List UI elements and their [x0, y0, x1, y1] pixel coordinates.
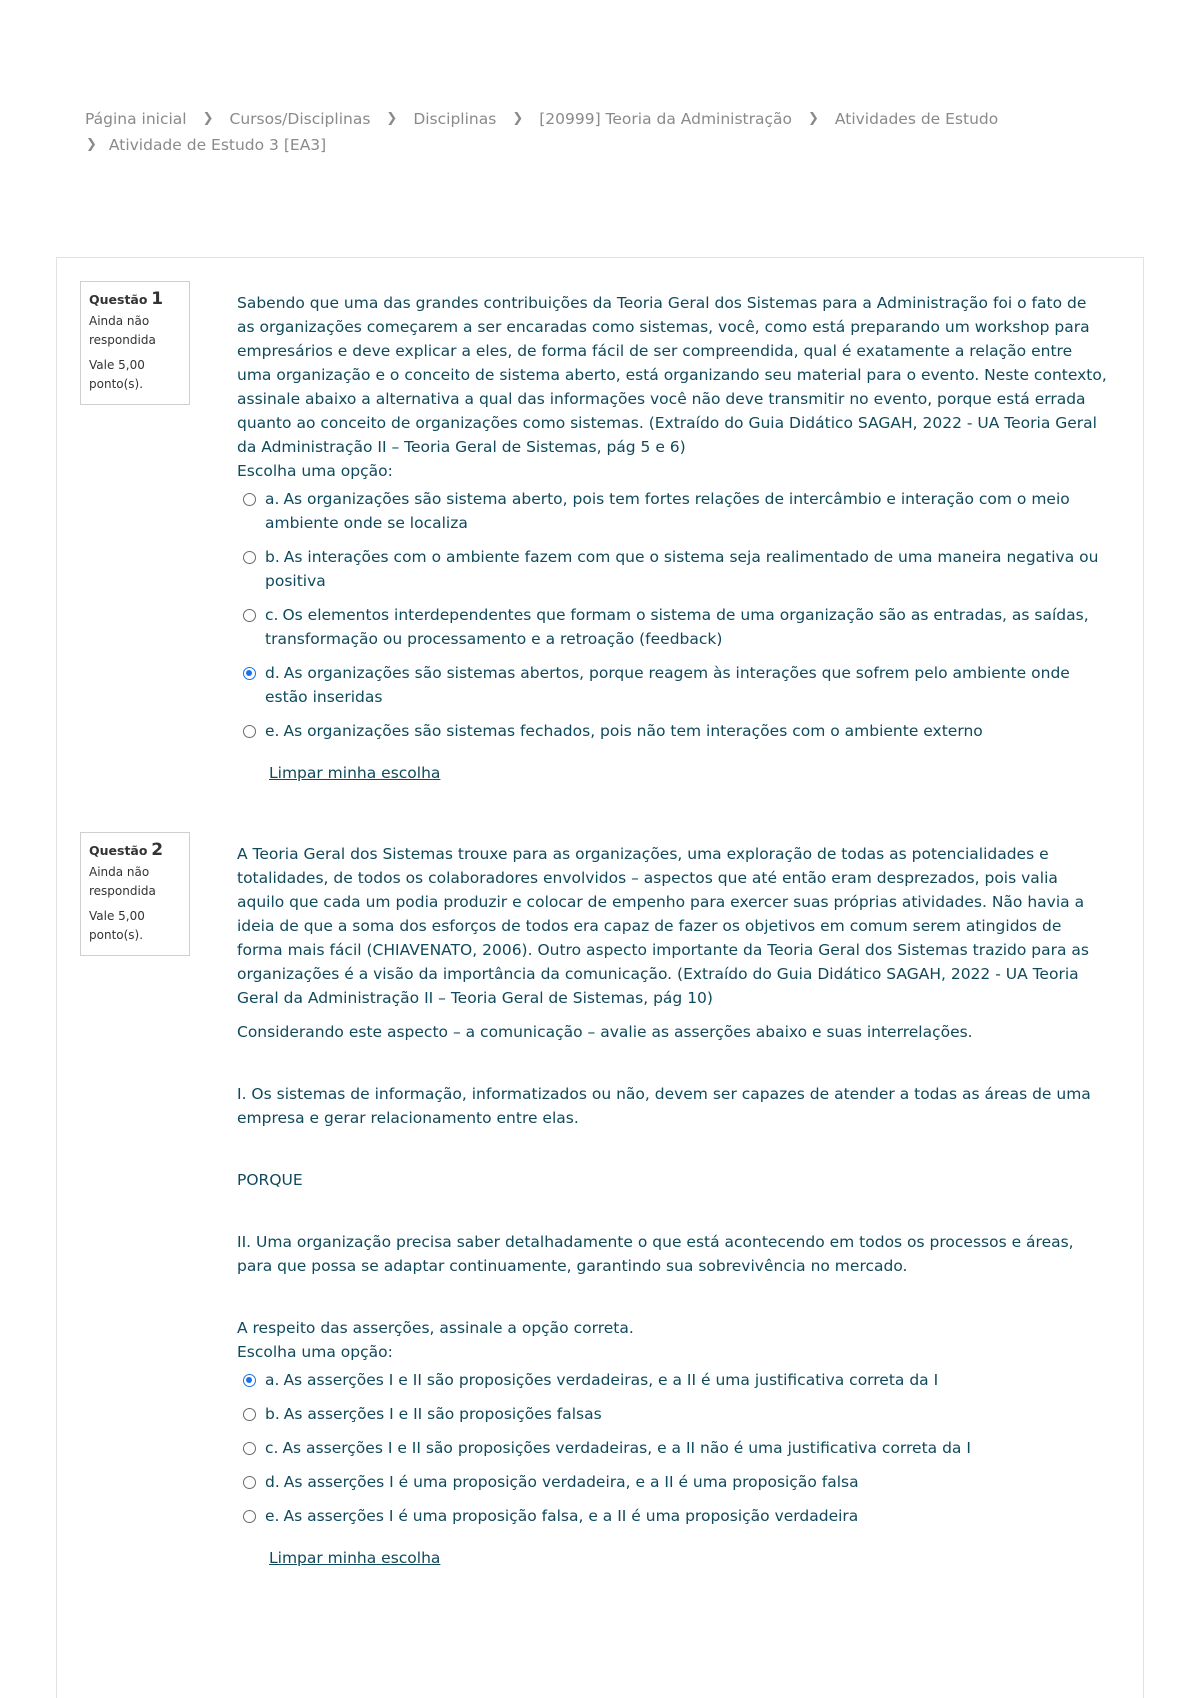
assertion-1: I. Os sistemas de informação, informatizados ou não, devem ser capazes de atender a todas as áreas de uma empresa e gerar relacionamento entre elas.: [237, 1085, 1091, 1127]
radio-button[interactable]: [243, 493, 256, 506]
question-grade: Vale 5,00 ponto(s).: [89, 909, 145, 942]
breadcrumb-current[interactable]: Atividade de Estudo 3 [EA3]: [108, 136, 327, 154]
question-title: [89, 290, 181, 310]
quiz-container: [56, 257, 1144, 1698]
answer-prompt: Escolha uma opção:: [237, 1343, 393, 1361]
option-a[interactable]: [237, 1368, 1107, 1392]
radio-button-selected[interactable]: [243, 1374, 256, 1387]
option-label: e. As organizações são sistemas fechados, pois não tem interações com o ambiente externo: [265, 722, 983, 740]
option-label: e. As asserções I é uma proposição falsa, e a II é uma proposição verdadeira: [265, 1507, 859, 1525]
clear-choice-link[interactable]: Limpar minha escolha: [269, 764, 441, 782]
answer-options: [237, 1368, 1107, 1528]
radio-button[interactable]: [243, 1442, 256, 1455]
option-b[interactable]: [237, 1402, 1107, 1426]
question-content: [237, 842, 1107, 1570]
chevron-right-icon: ❯: [386, 111, 398, 126]
question-text: Sabendo que uma das grandes contribuições da Teoria Geral dos Sistemas para a Administração foi o fato de as organizações começarem a ser encaradas como sistemas, você, como está preparando um workshop para empresários e deve explicar a eles, de forma fácil de ser compreendida, qual é exatamente a relação entre uma organização e o conceito de sistema aberto, está organizando seu material para o evento. Neste contexto, assinale abaixo a alternativa a qual das informações você não deve transmitir no evento, porque está errada quanto ao conceito de organizações como sistemas. (Extraído do Guia Didático SAGAH, 2022 - UA Teoria Geral da Administração II – Teoria Geral de Sistemas, pág 5 e 6): [237, 294, 1107, 456]
radio-button-selected[interactable]: [243, 667, 256, 680]
question-number: 1: [151, 289, 164, 309]
breadcrumb-activities[interactable]: Atividades de Estudo: [834, 110, 999, 128]
breadcrumb-disciplines[interactable]: Disciplinas: [413, 110, 497, 128]
question-label: Questão: [89, 843, 148, 858]
question-title: [89, 841, 181, 861]
option-a[interactable]: [237, 487, 1107, 535]
answer-prompt: Escolha uma opção:: [237, 462, 393, 480]
radio-button[interactable]: [243, 1476, 256, 1489]
chevron-right-icon: ❯: [202, 111, 214, 126]
answer-options: [237, 487, 1107, 743]
option-e[interactable]: [237, 1504, 1107, 1528]
question-state: Ainda não respondida: [89, 314, 156, 347]
chevron-right-icon: ❯: [512, 111, 524, 126]
option-label: c. Os elementos interdependentes que formam o sistema de uma organização são as entradas, as saídas, transformação ou processamento e a retroação (feedback): [265, 606, 1089, 648]
clear-choice-link[interactable]: Limpar minha escolha: [269, 1549, 441, 1567]
option-label: b. As asserções I e II são proposições falsas: [265, 1405, 602, 1423]
breadcrumb: [74, 106, 999, 158]
option-label: d. As organizações são sistemas abertos, porque reagem às interações que sofrem pelo ambiente onde estão inseridas: [265, 664, 1070, 706]
option-c[interactable]: [237, 603, 1107, 651]
question-text: Considerando este aspecto – a comunicação – avalie as asserções abaixo e suas interrelações.: [237, 1023, 973, 1041]
radio-button[interactable]: [243, 725, 256, 738]
radio-button[interactable]: [243, 551, 256, 564]
question-instruction: A respeito das asserções, assinale a opção correta.: [237, 1319, 634, 1337]
chevron-right-icon: ❯: [86, 137, 97, 152]
option-b[interactable]: [237, 545, 1107, 593]
breadcrumb-courses[interactable]: Cursos/Disciplinas: [229, 110, 371, 128]
question-state: Ainda não respondida: [89, 865, 156, 898]
question-info: [80, 281, 190, 405]
question-text: A Teoria Geral dos Sistemas trouxe para as organizações, uma exploração de todas as potencialidades e totalidades, de todos os colaboradores envolvidos – aspectos que até então eram desprezados, pois valia aquilo que cada um podia produzir e colocar de empenho para exercer suas próprias atividades. Não havia a ideia de que a soma dos esforços de todos era capaz de fazer os objetivos em comum serem atingidos de forma mais fácil (CHIAVENATO, 2006). Outro aspecto importante da Teoria Geral dos Sistemas trazido para as organizações é a visão da importância da comunicação. (Extraído do Guia Didático SAGAH, 2022 - UA Teoria Geral da Administração II – Teoria Geral de Sistemas, pág 10): [237, 845, 1089, 1007]
breadcrumb-course[interactable]: [20999] Teoria da Administração: [539, 110, 793, 128]
option-label: a. As asserções I e II são proposições verdadeiras, e a II é uma justificativa correta da I: [265, 1371, 939, 1389]
question-label: Questão: [89, 292, 148, 307]
question-content: [237, 291, 1107, 785]
radio-button[interactable]: [243, 1408, 256, 1421]
option-e[interactable]: [237, 719, 1107, 743]
option-label: a. As organizações são sistema aberto, pois tem fortes relações de intercâmbio e interação com o meio ambiente onde se localiza: [265, 490, 1070, 532]
option-d[interactable]: [237, 1470, 1107, 1494]
option-label: d. As asserções I é uma proposição verdadeira, e a II é uma proposição falsa: [265, 1473, 859, 1491]
option-label: b. As interações com o ambiente fazem com que o sistema seja realimentado de uma maneira negativa ou positiva: [265, 548, 1099, 590]
option-d[interactable]: [237, 661, 1107, 709]
radio-button[interactable]: [243, 1510, 256, 1523]
assertion-2: II. Uma organização precisa saber detalhadamente o que está acontecendo em todos os processos e áreas, para que possa se adaptar continuamente, garantindo sua sobrevivência no mercado.: [237, 1233, 1074, 1275]
question-grade: Vale 5,00 ponto(s).: [89, 358, 145, 391]
option-label: c. As asserções I e II são proposições verdadeiras, e a II não é uma justificativa correta da I: [265, 1439, 971, 1457]
radio-button[interactable]: [243, 609, 256, 622]
chevron-right-icon: ❯: [808, 111, 819, 126]
assertion-connector: PORQUE: [237, 1171, 303, 1189]
question-number: 2: [151, 840, 164, 860]
option-c[interactable]: [237, 1436, 1107, 1460]
question-info: [80, 832, 190, 956]
breadcrumb-home[interactable]: Página inicial: [85, 110, 187, 128]
